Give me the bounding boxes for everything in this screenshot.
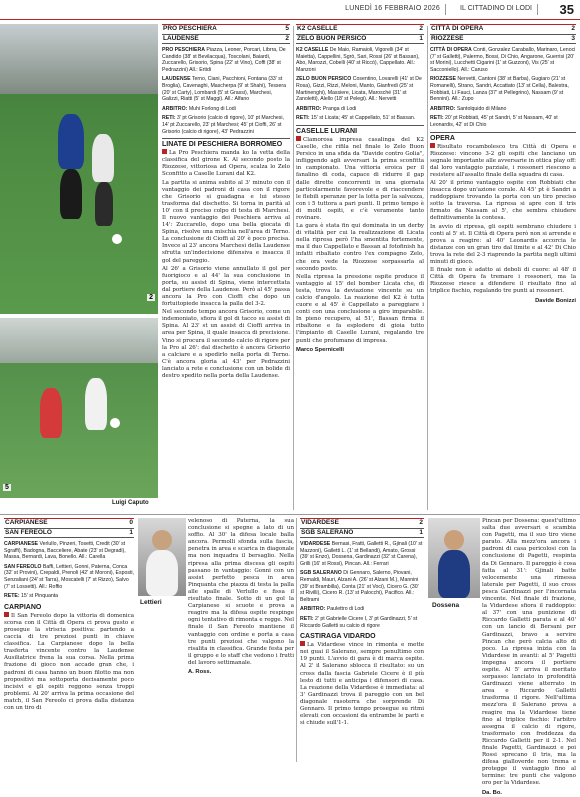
page-header (0, 0, 580, 20)
paragraph: Nel secondo tempo ancora Grisorio, come un indemoniato, sfiora il gol di tacco su assist di Spina. Al 23' st un assist di Cioffi arriva in area per Spina, il quale insacca di precisione. Vino si procura il secondo calcio di rigore per la Pro al 26': dal dischetto è ancora Grisorio a calciare e a spedirlo nella porta di Terno. C'è ancora gloria al 43' per Pedrazzini lanciato a rete e conclusione con un bolide di destro spedito nella porta della Laudense. (162, 309, 290, 380)
lineup-away: ZELO BUON PERSICO Cosentino, Lovarelli (41' st De Rosa), Gizzi, Rizzi, Meloni, Manto, Gianfredi (25' st Martinenghi), Massiere, Licata, Marosché (31' st Zanoletti), Alello (18' st Pelegi). All.: Nervetti (296, 76, 422, 103)
lineup-away: RIOZZESE Nervetti, Cantoni (38' st Barba), Gugiaro (21' st Romanelli), Strano, Sandri, Accattato (13' st Cella), Balestra, Robbiati, Li Fauci, Lanza (37' st Pellegrino), Nassam (9' st Bennini). All.: Zupo (430, 76, 569, 103)
article-headline: OPERA (430, 132, 576, 143)
article-signature: A. Ross. (188, 668, 212, 675)
photo-number: 5 (5, 484, 9, 491)
article-citta-di-opera (430, 24, 576, 512)
article-carpianese-cont (188, 518, 294, 762)
lineup-home: K2 CASELLE De Maio, Ramaioli, Vigorelli (34' st Maietta), Cappellini, Sgrò, Sari, Rossi (26' st Bassan), Abo, Marozzi, Cobelli (40' st Riccò), Cappellato. All.: Manzoni (296, 47, 420, 73)
lineup-home: CITTÀ DI OPERA Conti, Gonzalez Caraballo, Marinaro, Lenoci (7' st Galletti), Palermo, Bossi, Di Chio, Angarone, Guerrisi (20' st Morini), Lucchetti Cigarini (1' st Guzzoni), Vis (25' st Sacconiello). All.: Caruso (430, 47, 576, 73)
photo-number: 2 (149, 294, 153, 301)
lineup-home: PRO PESCHIERA Piazza, Leoner, Porcari, Librra, De Candido (38' st Bevilacqua), Toscolani, Baiardi, Zuccarello, Grisorio, Spina (22' st Vino), Coffi (38' st Pedrazzini) All.: Ertidi (162, 47, 286, 73)
scoreline-away: RIOZZESE 3 (430, 35, 576, 45)
referee: ARBITRO: Paulettro di Lodi (300, 606, 365, 613)
column-divider (293, 26, 294, 510)
paragraph: Al 26' a Grisorio viene annullato il gol per fuorigioco e al 44' la sua conclusione in porta, su assist di Spina, viene intercettata dal portiere della Laudense. Però al 45' passa ancora la Pro con Cioffi che dopo un fortuitopiede insacca la palla del 3-2. (162, 265, 290, 308)
paragraph: Il San Fereolo dopo la vittoria di domenica scorsa con il Città di Opera ci prova gusto e prosegue la striscia positiva: partendo a caccia di tre preziosi punti in chiave classifica. La Carpianese dopo la bella trasferta vincente contro la Laudense Ausiliatrice frena la sua corsa. Nella prima frazione di gioco non accade gran che, i padroni di casa hanno un buon filotto ma non propositivi ma sottoporta decisamente poco incisivi e gli ospiti reggono senza troppi problemi. Al 20' arriva la prima occasione del match, il San Fereolo ci prova dalla distanza con un tiro di (4, 612, 134, 711)
article-headline: LINATE DI PESCHIERA BORROMEO (162, 138, 290, 149)
scoreline-home: VIDARDESE 2 (300, 518, 424, 529)
scoreline-away: SAN FEREOLO 1 (4, 529, 134, 539)
goals: RETI: 20' pt Robbiati, 45' pt Sandri, 5' st Nassam, 40' st Leonardis, 42' st Di Chio (430, 115, 558, 128)
referee: ARBITRO: Santolquido di Milano (430, 105, 507, 112)
newspaper-name: IL CITTADINO DI LODI (460, 5, 532, 12)
article-signature: Da. Bo. (482, 789, 502, 796)
scoreline-away: ZELO BUON PERSICO 1 (296, 35, 424, 45)
paragraph: Nella ripresa la pressione ospite produce il vantaggio al 15' del bomber Licata che, di testa, trova la deviazione vincente su un calcio d'angolo. La reazione del K2 è tutta cuore e al 45' è Cappellato a pareggiare i conti con una conclusione a giro imparabile. In pieno recupero, al 51', Bassan firma il ribaltone e fa esplodere di gioia tutto l'impianto di Caselle Lurani, regalando tre punti che profumano di impresa. (296, 273, 424, 344)
goals: RETI: 2' pt Gabrielle Cicere I, 3' pt Gardinazzi, 5' st Riccardo Galletti su calcio di rigore (300, 615, 418, 629)
paragraph: Pincan per Dossena: quest'ultimo salta due avversari e scambia con Pagetti, ma il suo tiro viene parato. Alla mezz'ora ancora i padroni di casa pericolosi con la conclusione di Pagetti, respinta da Di Gennaro. Il pareggio è cosa fatta al 31': Gjinali batte velocemente una rimessa laterale per Pagetti, il suo cross pesca Gardinazzi per l'incornata vincente. Nel finale di frazione, la Vidardese sfiora il raddoppio: al 37' con una punizione di Riccardo Galletti parata e al 40' con un lancio di Bersani per Gardinazzi, bravo a servire Pincan che però calcia alto di poco. La ripresa inizia con la Vidardese in avanti: al 5' Pagetti impegna ancora il portiere ospite. Al 5' arriva il meritato sorpasso: lanciato in profondità Gardinazzi viene atterrato in area e Riccardo Galletti trasforma il rigore. Nell'ultima mezz'ora il Salerano prova a reagire ma la Vidardese tiene fino al triplice fischio: l'arbitro assegna il calcio di rigore, trasformato con freddezza da Riccardo Galletti per il 2-1. Nel finale Pagetti, Gardinazzi e poi Rossi sprecano il tris, ma la difesa gialloverde non trema e protegge il vantaggio fino al termine: tre punti che valgono oro per la Vidardese. (482, 518, 576, 787)
player-photo-lettieri (138, 518, 186, 596)
article-headline: CASELLE LURANI (296, 125, 424, 136)
goals: RETI: 15' st Licata; 45' st Cappellato, 51' st Bassan. (296, 115, 416, 122)
scoreline-home: K2 CASELLE 2 (296, 24, 424, 35)
paragraph: La gara è stata fin qui dominata in un derby di vitalità per cui la realizzazione di Licata nella ripresa però l'ha smentita fortemente, ma il duo Cappellato e Bassan al fotofinish ha infatti ribaltato contro l'ex compagno Zelo, che ora vede la Riozzese sorpassarla al secondo posto. (296, 223, 424, 272)
article-vidardese-cont (482, 518, 576, 796)
paragraph: La Pro Peschiera manda ko la vetta della classifica del girone K. Al secondo posto la Riozzese, vittoriosa ad Opera, scalza lo Zelo Sconfitto a Caselle Lurani dal K2. (162, 150, 290, 178)
article-vidardese (300, 518, 424, 762)
lineup-home: VIDARDESE Bernasi, Fratti, Galletti R., Gjinali (10' st Mazzoni), Galletti L. (1' st Bellandi), Amato, Grossi (39' st Enzo), Dossena, Gardinazzi (32' st Carena), Grilli (16' st Rossi), Pincan. All.: Ferrari (300, 541, 423, 567)
paragraph: velenoso di Paterna, la sua conclusione si spegne a lato di un soffio. Al 30' la difesa locale balla ancora. Permolli sfonda sulla fascia, penetra in area e scarica in diagonale ma non inquadra il bersaglio. Nella ripresa alla prima discesa gli ospiti passano in vantaggio: Gonni con un assist perfetto pesca in area Pinquanta che piazza di testa la palla alle spalle di Verlullo e fissa il risultato finale. Sotto di un gol la Carpianese si scuote e prova a reagire ma la difesa ospite respinge ogni tentativo di rimonta e regge. Nel finale il San Fereolo mantiene il vantaggio con ordine e porta a casa tre punti preziosi che valgono la risalita in classifica. Grande festa per il gruppo e lo staff che vedono i frutti del lavoro settimanale. (188, 518, 294, 666)
paragraph: La partita si anima subito al 3' minuto con il vantaggio dei padroni di casa con il rigore che Grisorio si guadagna e lui stesso trasforma dal dischetto. Si torna in parità al 10' con il preciso colpo di testa di Marchesi. Il nuovo vantaggio dei Peschiera arriva al 14': Zuccarello, dopo una bella giocata di Spina, risolve una mischia nell'area di Terno. La conclusione di Cioffi al 20' è poco precisa. Invece al 23' ancora Marchesi della Laudense sfrutta un'indecisione difensiva e insacca il gol del pareggio. (162, 179, 291, 264)
player-photo-dossena (428, 518, 480, 598)
page-number: 35 (559, 2, 574, 17)
paragraph: Clamorosa impresa casalinga del K2 Caselle, che rifila nel finale lo Zelo Buon Persico in una sfida da "Davide contro Golia", infliggendo agli avversari la prima sconfitta in campionato. Una vittoria eroica per il fanalino di coda, capace di ridurre il gap dalle dirette concorrenti in una giornata particolarmente favorevole e di riaccendere le flebili speranze per la lotta per la salvezza, con i 5 tuttora a pari punti. Il primo tempo è di molti ospiti, e c'è veramente tanto rovinare. (296, 136, 424, 221)
scoreline-home: CARPIANESE 0 (4, 518, 134, 529)
header-separator (537, 4, 538, 15)
article-signature: Marco Spernicelli (296, 346, 345, 353)
paragraph: La Vidardese vince in rimonta e mette nei guai il Salerano, sempre penultimo con 19 punti. L'avvio di gara è di marca ospite. Al 2' il Salerano sblocca il risultato: su un cross dalla fascia Gabriele Cicere è il più lesto di tutti e anticipa i difensori di casa. La reazione della Vidardese è immediata: al 3' Gardinazzi trova il pareggio con un bel diagonale rasoterra che sorprende Di Gennaro. Il primo tempo prosegue su ritmi elevati con occasioni da entrambe le parti e si chiude sull'1-1. (300, 642, 424, 727)
scoreline-away: LAUDENSE 2 (162, 35, 290, 45)
paragraph: Al 20' il primo vantaggio ospite con Robbiati che insacca dopo un'azione corale. Al 45' pt è Sandri a raddoppiare trovando la porta con un tiro preciso sotto la traversa. La ripresa si apre con il tris firmato da Nassam al 5', che sembra chiudere definitivamente la contesa. (430, 180, 576, 222)
article-signature: Davide Bonizzi (535, 297, 576, 304)
lineup-away: SGB SALERANO Di Gennaro, Salerno, Piovani, Remaldi, Mauri, Alzani A. (26' st Alzani M.), Mannini (39' st Brambilla), Conta (21' st Voci), Cicero G. (30' st Rivilli), Cicero R. (13' st Palocchi), Pacifico. All.: Beltrami (300, 570, 419, 603)
photo-credit: Luigi Caputo (112, 500, 149, 506)
article-carpianese (4, 518, 134, 762)
column-divider (296, 518, 297, 762)
scoreline-home: PRO PESCHIERA 5 (162, 24, 290, 35)
article-pro-peschiera (162, 24, 290, 512)
article-headline: CASTIRAGA VIDARDO (300, 633, 376, 641)
goals: RETE: 15' st Pinquanta (4, 593, 59, 600)
match-photo-top (0, 24, 158, 314)
referee: ARBITRO: Pranga di Lodi (296, 105, 357, 112)
scoreline-away: SGB SALERANO 1 (300, 529, 424, 539)
lineup-away: SAN FEREOLO Baffi, Lettieri, Gonni, Paterna, Conca (32' st Provini), Crepaldi, Prenoli (42' st Moroni), Esposti, Senzaliani (24' st Tarra), Moscatelli (7' st Rizzo), Salvo (7' st Lossetti). All.: Roffio (4, 563, 134, 590)
section-divider (0, 514, 580, 515)
referee: ARBITRO: Muhi Forlong di Lodi (162, 105, 236, 112)
photo-caption: Lettieri (140, 599, 162, 606)
issue-date: LUNEDÌ 16 FEBBRAIO 2026 (345, 5, 440, 12)
paragraph: In avvio di ripresa, gli ospiti sembrano chiudere i conti al 5' st. Il Città di Opera però non si arrende e prova a reagire: al 40' Leonardis accorcia le distanze con un gran tiro dal limite e al 42' Di Chio trova la rete del 2-3 riaprendo la partita negli ultimi minuti di gioco. (430, 223, 576, 266)
article-headline: CARPIANO (4, 603, 42, 611)
match-photo-bottom (0, 318, 158, 498)
photo-caption: Dossena (432, 602, 460, 609)
column-divider (427, 26, 428, 510)
lineup-away: LAUDENSE Terno, Ciani, Pacchioni, Fontana (33' st Broglia), Cavenaghi, Mascherpa (9' st Shahi), Tessera (20' st Carty), Lombardi (5' st Grassi), Marchesi, Galizzi, Riatti (5' st Maggi). All.: Alfano (162, 76, 287, 103)
goals: RETI: 3' pt Grisorio (calcio di rigore), 10' pt Marchesi, 14' pt Zuccarello, 23' pt Marchesi; 45' pt Cioffi, 26' st Grisorio (calcio di rigore), 43' Pedrazzini (162, 115, 284, 135)
paragraph: Il finale non è adatto ai deboli di cuore: al 48' il Città di Opera fa tremare i rossoneri, ma la Riozzese riesce a difendere il risultato fino al triplice fischio, regalando tre punti ai rossoneri. (430, 267, 576, 295)
scoreline-home: CITTÀ DI OPERA 2 (430, 24, 576, 35)
header-separator (445, 4, 446, 15)
lineup-home: CARPIANESE Verlullo, Pinzeri, Tosetti, Credit (30' st Sgraffi), Badogna, Bacceliere, Abate (23' st Degradi), Massa, Bernardi, Lava, Bonello. All.: Carella (4, 541, 126, 561)
paragraph: Risultato rocambolesco tra Città di Opera e Riozzese: vincono 3-2 gli ospiti che lanciano un segnale importante alle avversarie in ottica play off: dal loro vantaggio parziale, i rossoneri riescono a resistere all'assalto finale della squadra di casa. (430, 143, 576, 178)
article-k2-caselle (296, 24, 424, 512)
